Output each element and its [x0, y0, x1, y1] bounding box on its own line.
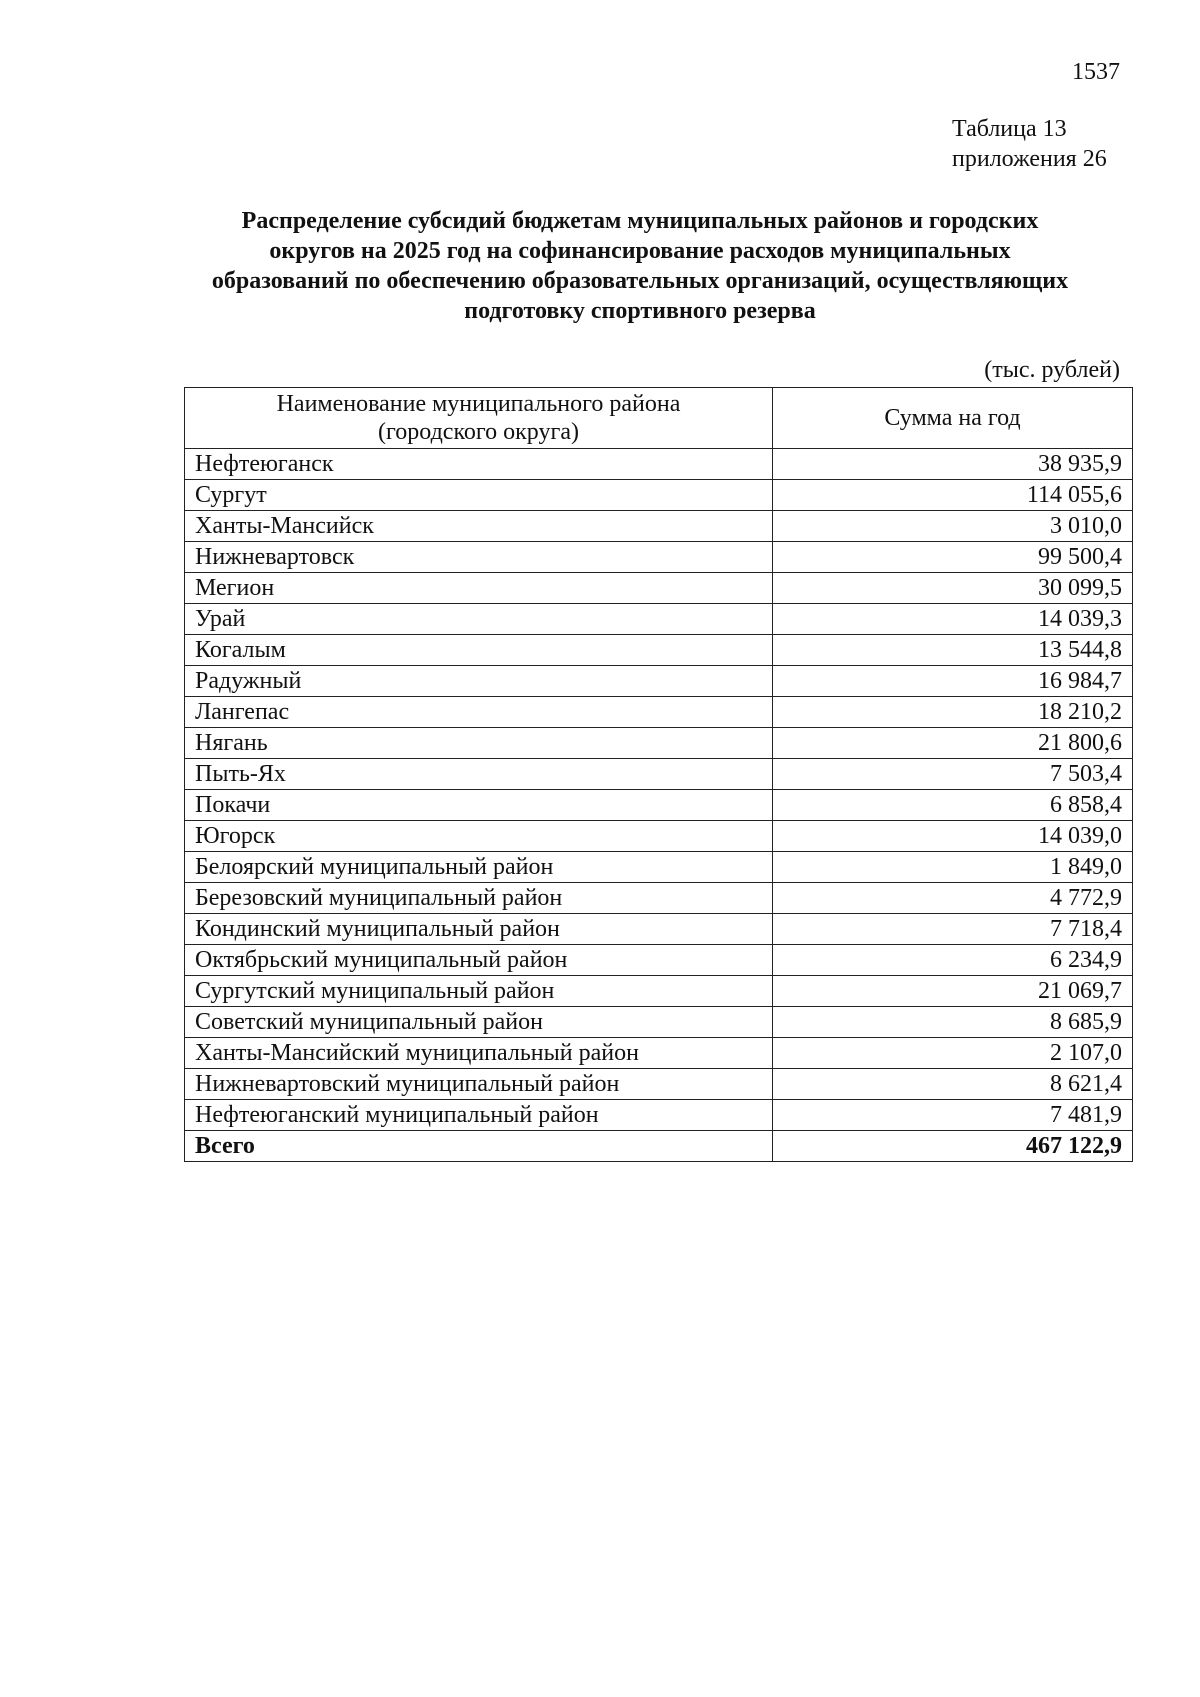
municipality-name: Сургутский муниципальный район: [185, 976, 773, 1007]
municipality-name: Сургут: [185, 480, 773, 511]
municipality-name: Югорск: [185, 821, 773, 852]
table-row: [185, 635, 1133, 666]
table-row: [185, 759, 1133, 790]
subsidy-amount: 114 055,6: [773, 480, 1133, 511]
table-header-row: [185, 388, 1133, 449]
subsidy-amount: 4 772,9: [773, 883, 1133, 914]
municipality-name: Октябрьский муниципальный район: [185, 945, 773, 976]
page-number: 1537: [1072, 59, 1120, 85]
municipality-name: Покачи: [185, 790, 773, 821]
subsidy-amount: 13 544,8: [773, 635, 1133, 666]
unit-note: (тыс. рублей): [984, 357, 1120, 383]
subsidy-amount: 6 234,9: [773, 945, 1133, 976]
table-ref-line-2: приложения 26: [952, 146, 1107, 172]
header-municipality-line-2: (городского округа): [378, 419, 579, 445]
subsidy-amount: 7 481,9: [773, 1100, 1133, 1131]
subsidy-amount: 14 039,0: [773, 821, 1133, 852]
municipality-name: Ханты-Мансийский муниципальный район: [185, 1038, 773, 1069]
municipality-name: Кондинский муниципальный район: [185, 914, 773, 945]
title-line-3: образований по обеспечению образовательных организаций, осуществляющих: [211, 268, 1069, 294]
table-row: [185, 1100, 1133, 1131]
municipality-name: Нефтеюганский муниципальный район: [185, 1100, 773, 1131]
total-value: 467 122,9: [773, 1131, 1133, 1162]
table-row: [185, 666, 1133, 697]
table-row: [185, 790, 1133, 821]
subsidy-amount: 18 210,2: [773, 697, 1133, 728]
subsidy-amount: 7 503,4: [773, 759, 1133, 790]
table-row: [185, 728, 1133, 759]
municipality-name: Лангепас: [185, 697, 773, 728]
municipality-name: Когалым: [185, 635, 773, 666]
subsidy-amount: 8 621,4: [773, 1069, 1133, 1100]
document-title: [160, 206, 1120, 326]
table-row: [185, 511, 1133, 542]
table-row: [185, 697, 1133, 728]
municipality-name: Урай: [185, 604, 773, 635]
subsidy-amount: 99 500,4: [773, 542, 1133, 573]
municipality-name: Нижневартовский муниципальный район: [185, 1069, 773, 1100]
table-row: [185, 914, 1133, 945]
municipality-name: Нягань: [185, 728, 773, 759]
municipality-name: Советский муниципальный район: [185, 1007, 773, 1038]
municipality-name: Пыть-Ях: [185, 759, 773, 790]
subsidy-amount: 2 107,0: [773, 1038, 1133, 1069]
table-row: [185, 976, 1133, 1007]
table-reference: [952, 114, 1107, 174]
table-row: [185, 1038, 1133, 1069]
table-row: [185, 573, 1133, 604]
subsidy-amount: 7 718,4: [773, 914, 1133, 945]
municipality-name: Березовский муниципальный район: [185, 883, 773, 914]
table-body: [185, 449, 1133, 1162]
subsidy-amount: 3 010,0: [773, 511, 1133, 542]
municipality-name: Радужный: [185, 666, 773, 697]
municipality-name: Белоярский муниципальный район: [185, 852, 773, 883]
header-municipality: [185, 388, 773, 449]
subsidy-amount: 21 069,7: [773, 976, 1133, 1007]
municipality-name: Ханты-Мансийск: [185, 511, 773, 542]
subsidy-amount: 38 935,9: [773, 449, 1133, 480]
table-row: [185, 852, 1133, 883]
subsidy-amount: 16 984,7: [773, 666, 1133, 697]
title-line-2: округов на 2025 год на софинансирование расходов муниципальных: [269, 238, 1011, 264]
table-row: [185, 604, 1133, 635]
subsidy-amount: 30 099,5: [773, 573, 1133, 604]
table-row: [185, 542, 1133, 573]
municipality-name: Мегион: [185, 573, 773, 604]
table-row: [185, 821, 1133, 852]
table-row: [185, 1007, 1133, 1038]
table-row: [185, 945, 1133, 976]
table-row: [185, 883, 1133, 914]
total-row: [185, 1131, 1133, 1162]
subsidy-amount: 21 800,6: [773, 728, 1133, 759]
subsidy-table: [184, 387, 1133, 1162]
total-label: Всего: [185, 1131, 773, 1162]
table-row: [185, 480, 1133, 511]
subsidy-amount: 6 858,4: [773, 790, 1133, 821]
title-line-4: подготовку спортивного резерва: [464, 298, 816, 324]
municipality-name: Нижневартовск: [185, 542, 773, 573]
subsidy-amount: 1 849,0: [773, 852, 1133, 883]
header-amount: Сумма на год: [773, 388, 1133, 449]
subsidy-amount: 14 039,3: [773, 604, 1133, 635]
table-row: [185, 1069, 1133, 1100]
table-ref-line-1: Таблица 13: [952, 116, 1067, 142]
title-line-1: Распределение субсидий бюджетам муниципальных районов и городских: [241, 208, 1039, 234]
table-row: [185, 449, 1133, 480]
subsidy-amount: 8 685,9: [773, 1007, 1133, 1038]
municipality-name: Нефтеюганск: [185, 449, 773, 480]
header-municipality-line-1: Наименование муниципального района: [276, 391, 681, 417]
